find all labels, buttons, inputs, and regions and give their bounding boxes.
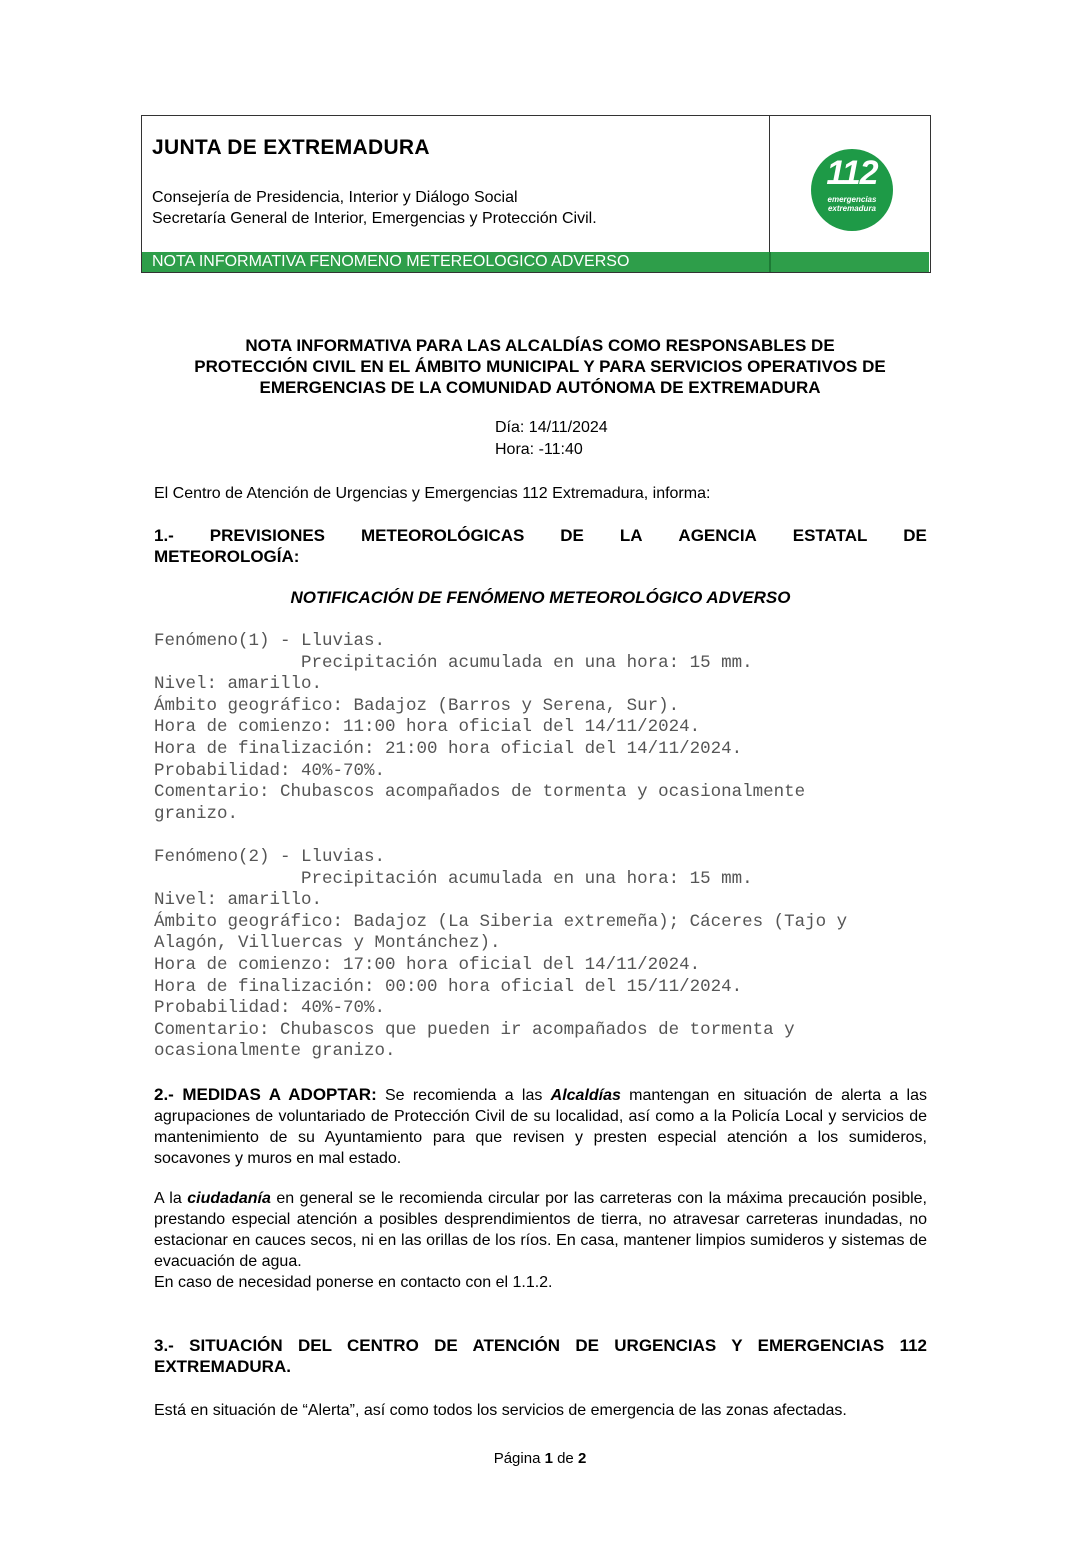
letterhead (141, 115, 931, 273)
phenomenon1-line: granizo. (154, 803, 239, 824)
letterhead-logo-cell (770, 116, 930, 252)
title-line-1: NOTA INFORMATIVA PARA LAS ALCALDÍAS COMO RESPONSABLES DE (245, 336, 835, 355)
section-2-text-b: mantengan en situación de alerta a las agrupaciones de voluntariado de Protección Civil de su localidad, así como a la Policía Local y servicios de mantenimiento de su Ayuntamiento para que revisen y presten especial atención a los sumideros, socavones y muros en mal estado. (154, 1087, 928, 1167)
document-type-label: NOTA INFORMATIVA FENOMENO METEREOLOGICO ADVERSO (152, 253, 630, 270)
logo-number: 112 (826, 154, 878, 192)
secretariat-name: Secretaría General de Interior, Emergencias y Protección Civil. (152, 210, 597, 227)
phenomenon2-line: Fenómeno(2) - Lluvias. (154, 847, 386, 867)
footer-prefix: Página (493, 1450, 545, 1467)
citizen-advice-paragraph (154, 1188, 927, 1272)
citizen-text-b: en general se le recomienda circular por las carreteras con la máxima precaución posible, prestando especial atención a posibles desprendimientos de tierra, no atravesar carreteras inundadas, no estacionar en cauces secos, ni en las orillas de los ríos. En casa, mantener limpios sumideros y sistemas de evacuación de agua. (154, 1190, 928, 1270)
section-1-heading-line-2: METEOROLOGÍA: (154, 547, 300, 566)
logo-subtitle-2: extremadura (827, 204, 877, 213)
emergency-112-logo (811, 149, 893, 231)
phenomenon1-line: Precipitación acumulada en una hora: 15 mm. (154, 652, 753, 673)
organization-title: JUNTA DE EXTREMADURA (152, 136, 430, 159)
section-1-word: METEOROLÓGICAS (360, 526, 525, 545)
phenomenon1-line: Hora de comienzo: 11:00 hora oficial del 14/11/2024. (154, 717, 701, 738)
section-1-word: ESTATAL (792, 526, 868, 545)
phenomenon2-line: Probabilidad: 40%-70%. (154, 998, 386, 1019)
phenomenon2-line: Ámbito geográfico: Badajoz (La Siberia extremeña); Cáceres (Tajo y (154, 911, 848, 932)
section-2-heading: 2.- MEDIDAS A ADOPTAR: (154, 1085, 377, 1104)
citizen-emphasis: ciudadanía (187, 1190, 271, 1207)
phenomenon2-line: Precipitación acumulada en una hora: 15 mm. (154, 868, 753, 889)
footer-total-pages: 2 (577, 1450, 587, 1467)
phenomenon2-line: ocasionalmente granizo. (154, 1041, 396, 1062)
section-1-word: AGENCIA (678, 526, 757, 545)
document-type-bar (142, 252, 929, 272)
phenomenon1-line: Fenómeno(1) - Lluvias. (154, 631, 386, 651)
phenomenon1-line: Ámbito geográfico: Badajoz (Barros y Serena, Sur). (154, 695, 680, 716)
citizen-text-a: A la (154, 1190, 188, 1207)
section-3-heading: 3.- SITUACIÓN DEL CENTRO DE ATENCIÓN DE URGENCIAS Y EMERGENCIAS 112 EXTREMADURA. (154, 1336, 927, 1376)
notification-title: NOTIFICACIÓN DE FENÓMENO METEOROLÓGICO ADVERSO (290, 588, 791, 607)
section-1-word: LA (619, 526, 643, 545)
contact-line: En caso de necesidad ponerse en contacto con el 1.1.2. (154, 1274, 553, 1291)
issue-time: Hora: -11:40 (495, 441, 583, 458)
phenomenon1-line: Comentario: Chubascos acompañados de tormenta y ocasionalmente (154, 782, 806, 803)
footer-current-page: 1 (544, 1450, 553, 1467)
phenomenon2-line: Hora de finalización: 00:00 hora oficial del 15/11/2024. (154, 976, 743, 997)
section-1-heading (154, 525, 927, 567)
section-3-text: Está en situación de “Alerta”, así como todos los servicios de emergencia de las zonas afectadas. (154, 1402, 847, 1419)
intro-text: El Centro de Atención de Urgencias y Emergencias 112 Extremadura, informa: (154, 485, 711, 502)
phenomenon1-line: Probabilidad: 40%-70%. (154, 760, 386, 781)
phenomenon2-line: Comentario: Chubascos que pueden ir acompañados de tormenta y (154, 1019, 795, 1040)
section-2-emphasis: Alcaldías (550, 1087, 621, 1104)
document-title (150, 335, 930, 398)
phenomenon2-line: Alagón, Villuercas y Montánchez). (154, 933, 501, 954)
issue-date: Día: 14/11/2024 (495, 419, 608, 436)
letterhead-text-cell (142, 116, 770, 252)
section-1-word: 1.- (154, 526, 174, 545)
phenomenon1-line: Hora de finalización: 21:00 hora oficial del 14/11/2024. (154, 738, 743, 759)
title-line-2: PROTECCIÓN CIVIL EN EL ÁMBITO MUNICIPAL Y PARA SERVICIOS OPERATIVOS DE (194, 357, 886, 376)
phenomenon2-line: Hora de comienzo: 17:00 hora oficial del 14/11/2024. (154, 954, 701, 975)
page-footer (0, 1450, 1080, 1467)
phenomenon-1-block (154, 631, 934, 825)
bar-divider (769, 252, 771, 272)
title-line-3: EMERGENCIAS DE LA COMUNIDAD AUTÓNOMA DE EXTREMADURA (259, 378, 821, 397)
section-2-paragraph (154, 1084, 927, 1169)
footer-middle: de (552, 1450, 578, 1467)
section-1-heading-line-1 (154, 525, 927, 546)
phenomenon1-line: Nivel: amarillo. (154, 674, 323, 695)
logo-subtitle-1: emergencias (827, 195, 877, 204)
section-1-word: DE (903, 526, 927, 545)
department-name: Consejería de Presidencia, Interior y Diálogo Social (152, 189, 518, 206)
phenomenon-2-block (154, 847, 934, 1063)
section-1-word: PREVISIONES (209, 526, 326, 545)
section-1-word: DE (560, 526, 584, 545)
phenomenon2-line: Nivel: amarillo. (154, 890, 323, 911)
section-2-text-a: Se recomienda a las (376, 1087, 551, 1104)
